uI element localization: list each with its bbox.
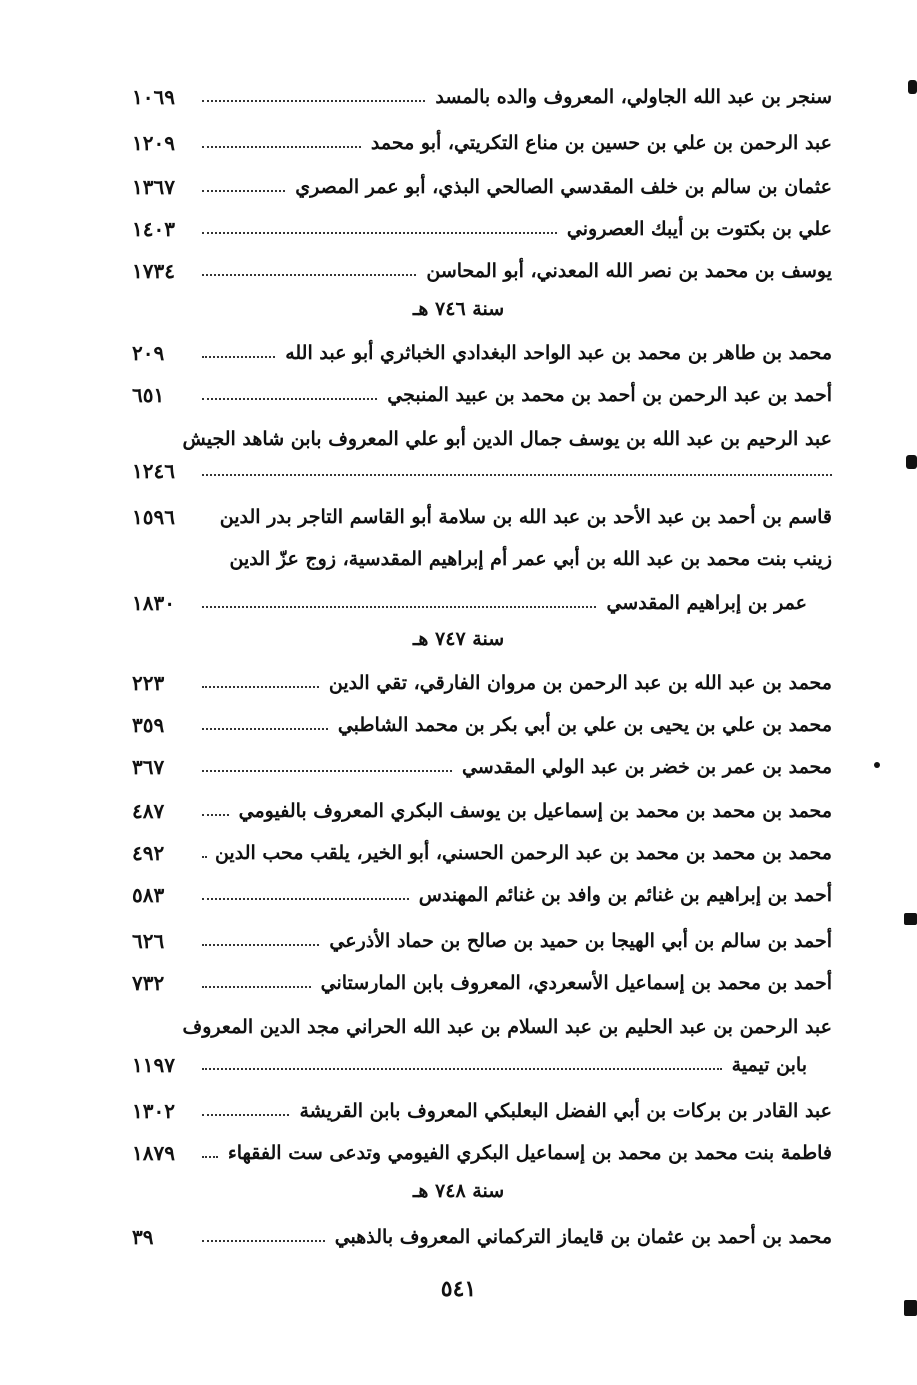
leader-dots xyxy=(202,474,832,476)
entry-name: محمد بن محمد بن محمد بن إسماعيل بن يوسف البكري المعروف بالفيومي xyxy=(238,800,832,822)
entry-name-cont: بابن تيمية xyxy=(731,1054,807,1076)
entry-number: ١٤٠٣ xyxy=(132,217,175,241)
index-entry-line2 xyxy=(132,584,807,622)
index-entry xyxy=(132,376,832,414)
year-heading-746: سنة ٧٤٦ هـ xyxy=(412,298,505,320)
leader-dots xyxy=(202,232,557,234)
entry-name: علي بن بكتوت بن أيبك العصروني xyxy=(566,218,832,240)
index-entry xyxy=(132,834,832,872)
index-entry xyxy=(132,78,832,116)
entry-name: عثمان بن سالم بن خلف المقدسي الصالحي البذي، أبو عمر المصري xyxy=(295,176,832,198)
leader-dots xyxy=(202,770,452,772)
leader-dots xyxy=(202,1068,722,1070)
entry-number: ٦٥١ xyxy=(132,383,165,407)
entry-number: ٧٣٢ xyxy=(132,971,165,995)
entry-name: محمد بن محمد بن محمد بن عبد الرحمن الحسني، أبو الخير، يلقب محب الدين xyxy=(214,842,832,864)
entry-name: محمد بن أحمد بن عثمان بن قايماز التركماني المعروف بالذهبي xyxy=(334,1226,832,1248)
entry-name: محمد بن طاهر بن محمد بن عبد الواحد البغدادي الخباثري أبو عبد الله xyxy=(285,342,832,364)
year-heading-748: سنة ٧٤٨ هـ xyxy=(412,1180,505,1202)
edge-scan-mark xyxy=(908,80,917,94)
index-entry xyxy=(132,1092,832,1130)
entry-name: أحمد بن عبد الرحمن بن أحمد بن محمد بن عبيد المنبجي xyxy=(387,384,832,406)
leader-dots xyxy=(202,944,319,946)
entry-name: أحمد بن محمد بن إسماعيل الأسعردي، المعروف بابن المارستاني xyxy=(320,972,832,994)
leader-dots xyxy=(202,814,229,816)
entry-name: محمد بن عبد الله بن عبد الرحمن بن مروان الفارقي، تقي الدين xyxy=(328,672,832,694)
index-entry-line2 xyxy=(132,1046,807,1084)
leader-dots xyxy=(202,190,285,192)
entry-name: أحمد بن إبراهيم بن غنائم بن وافد بن غنائم المهندس xyxy=(418,884,832,906)
entry-name-cont: عمر بن إبراهيم المقدسي xyxy=(606,592,807,614)
entry-number: ١٣٦٧ xyxy=(132,175,175,199)
entry-name: أحمد بن سالم بن أبي الهيجا بن حميد بن صالح بن حماد الأذرعي xyxy=(329,930,832,952)
index-entry xyxy=(132,664,832,702)
entry-number: ٥٨٣ xyxy=(132,883,165,907)
leader-dots xyxy=(202,1114,289,1116)
index-entry xyxy=(132,210,832,248)
entry-number: ٣٦٧ xyxy=(132,755,165,779)
entry-number: ١٥٩٦ xyxy=(132,505,175,529)
leader-dots xyxy=(202,898,409,900)
entry-name: محمد بن علي بن يحيى بن علي بن أبي بكر بن محمد الشاطبي xyxy=(337,714,832,736)
index-entry xyxy=(132,168,832,206)
index-entry xyxy=(132,1134,832,1172)
index-entry xyxy=(132,706,832,744)
index-entry xyxy=(132,252,832,290)
entry-number: ١٨٧٩ xyxy=(132,1141,175,1165)
index-entry-line2 xyxy=(132,452,832,490)
index-entry-line1 xyxy=(132,540,832,578)
entry-name: يوسف بن محمد بن نصر الله المعدني، أبو المحاسن xyxy=(426,260,832,282)
entry-number: ٣٥٩ xyxy=(132,713,165,737)
index-entry xyxy=(132,498,832,536)
entry-name: عبد الرحيم بن عبد الله بن يوسف جمال الدين أبو علي المعروف بابن شاهد الجيش xyxy=(182,428,832,450)
entry-name: عبد الرحمن بن عبد الحليم بن عبد السلام بن عبد الله الحراني مجد الدين المعروف xyxy=(182,1016,832,1038)
leader-dots xyxy=(202,146,361,148)
index-entry xyxy=(132,748,832,786)
year-heading-747: سنة ٧٤٧ هـ xyxy=(412,628,505,650)
leader-dots xyxy=(202,986,311,988)
index-entry xyxy=(132,922,832,960)
index-entry xyxy=(132,876,832,914)
entry-name: فاطمة بنت محمد بن محمد بن إسماعيل البكري الفيومي وتدعى ست الفقهاء xyxy=(227,1142,832,1164)
leader-dots xyxy=(202,100,425,102)
entry-number: ٤٩٢ xyxy=(132,841,165,865)
edge-scan-mark xyxy=(906,455,917,469)
leader-dots xyxy=(202,1240,325,1242)
leader-dots xyxy=(202,1156,218,1158)
entry-number: ١٢٤٦ xyxy=(132,459,175,483)
leader-dots xyxy=(202,356,275,358)
leader-dots xyxy=(202,606,596,608)
entry-number: ٢٠٩ xyxy=(132,341,165,365)
entry-name: قاسم بن أحمد بن عبد الأحد بن عبد الله بن سلامة أبو القاسم التاجر بدر الدين xyxy=(219,506,832,528)
entry-number: ٦٢٦ xyxy=(132,929,165,953)
index-entry xyxy=(132,964,832,1002)
index-entry xyxy=(132,124,832,162)
entry-number: ١١٩٧ xyxy=(132,1053,175,1077)
edge-scan-mark xyxy=(904,913,917,925)
entry-name: عبد الرحمن بن علي بن حسين بن مناع التكريتي، أبو محمد xyxy=(370,132,832,154)
entry-number: ١٣٠٢ xyxy=(132,1099,175,1123)
leader-dots xyxy=(202,686,319,688)
edge-scan-mark xyxy=(904,1300,917,1316)
leader-dots xyxy=(202,728,328,730)
entry-name: محمد بن عمر بن خضر بن عبد الولي المقدسي xyxy=(461,756,832,778)
entry-number: ١٢٠٩ xyxy=(132,131,175,155)
entry-number: ١٧٣٤ xyxy=(132,259,175,283)
index-entry xyxy=(132,334,832,372)
entry-number: ١٠٦٩ xyxy=(132,85,175,109)
entry-name: سنجر بن عبد الله الجاولي، المعروف والده بالمسد xyxy=(435,86,832,108)
entry-name: زينب بنت محمد بن عبد الله بن أبي عمر أم إبراهيم المقدسية، زوج عزّ الدين xyxy=(229,548,832,570)
index-entry xyxy=(132,1218,832,1256)
entry-number: ٣٩ xyxy=(132,1225,154,1249)
entry-number: ٢٢٣ xyxy=(132,671,165,695)
index-entry xyxy=(132,792,832,830)
leader-dots xyxy=(202,274,416,276)
index-entry-line1 xyxy=(132,1008,832,1046)
entry-number: ٤٨٧ xyxy=(132,799,165,823)
leader-dots xyxy=(202,398,377,400)
page-number: ٥٤١ xyxy=(440,1276,477,1302)
leader-dots xyxy=(202,856,205,858)
edge-scan-dot xyxy=(874,762,880,768)
entry-name: عبد القادر بن بركات بن أبي الفضل البعلبكي المعروف بابن القريشة xyxy=(299,1100,832,1122)
entry-number: ١٨٣٠ xyxy=(132,591,175,615)
